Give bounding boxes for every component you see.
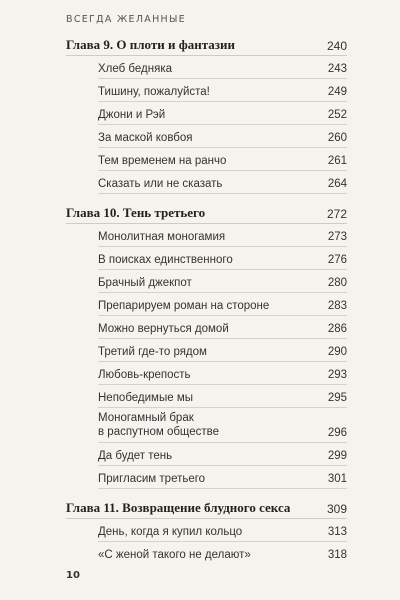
toc-entry-row bbox=[98, 224, 347, 247]
entry-title: Монолитная моногамия bbox=[98, 231, 226, 243]
chapter-title: Глава 9. О плоти и фантазии bbox=[66, 37, 235, 52]
entry-title: Непобедимые мы bbox=[98, 392, 193, 404]
toc-entry-row bbox=[98, 362, 347, 385]
entry-page-number: 295 bbox=[327, 392, 347, 404]
toc-entry-row bbox=[98, 148, 347, 171]
entry-title: За маской ковбоя bbox=[98, 132, 193, 144]
entry-page-number: 261 bbox=[327, 155, 347, 167]
toc-entry-row bbox=[98, 542, 347, 564]
entry-title: Препарируем роман на стороне bbox=[98, 300, 270, 312]
entry-page-number: 301 bbox=[327, 473, 347, 485]
toc-entry-row bbox=[98, 408, 347, 443]
chapter-title: Глава 10. Тень третьего bbox=[66, 205, 206, 220]
toc-entry-row bbox=[98, 171, 347, 194]
entry-page-number: 252 bbox=[327, 109, 347, 121]
entry-title: Можно вернуться домой bbox=[98, 323, 229, 335]
toc-chapter-row bbox=[66, 497, 347, 519]
toc-entry-row bbox=[98, 443, 347, 466]
entry-page-number: 260 bbox=[327, 132, 347, 144]
toc-entry-row bbox=[98, 247, 347, 270]
chapter-page-number: 272 bbox=[326, 207, 347, 221]
chapter-page-number: 309 bbox=[326, 502, 347, 516]
toc-chapter-row bbox=[66, 202, 347, 224]
entry-title: Сказать или не сказать bbox=[98, 178, 223, 190]
entry-title: Моногамный брак в распутном обществе bbox=[98, 412, 220, 438]
toc-entry-row bbox=[98, 339, 347, 362]
entry-title: «С женой такого не делают» bbox=[98, 549, 251, 561]
toc-entry-row bbox=[98, 385, 347, 408]
table-of-contents bbox=[66, 34, 347, 564]
entry-page-number: 280 bbox=[327, 277, 347, 289]
entry-page-number: 243 bbox=[327, 63, 347, 75]
toc-entry-row bbox=[98, 519, 347, 542]
entry-title: День, когда я купил кольцо bbox=[98, 526, 243, 538]
running-head: ВСЕГДА ЖЕЛАННЫЕ bbox=[66, 14, 186, 25]
entry-page-number: 249 bbox=[327, 86, 347, 98]
toc-entry-row bbox=[98, 270, 347, 293]
entry-page-number: 286 bbox=[327, 323, 347, 335]
entry-page-number: 296 bbox=[327, 427, 347, 439]
entry-title: Любовь-крепость bbox=[98, 369, 191, 381]
chapter-gap bbox=[66, 194, 347, 202]
entry-page-number: 293 bbox=[327, 369, 347, 381]
entry-title: Пригласим третьего bbox=[98, 473, 206, 485]
toc-entry-row bbox=[98, 125, 347, 148]
entry-page-number: 264 bbox=[327, 178, 347, 190]
toc-entry-row bbox=[98, 102, 347, 125]
entry-title: Тем временем на ранчо bbox=[98, 155, 227, 167]
entry-page-number: 313 bbox=[327, 526, 347, 538]
toc-entry-row bbox=[98, 316, 347, 339]
entry-page-number: 290 bbox=[327, 346, 347, 358]
entry-title: Третий где-то рядом bbox=[98, 346, 207, 358]
chapter-title: Глава 11. Возвращение блудного секса bbox=[66, 500, 291, 515]
entry-title: Да будет тень bbox=[98, 450, 173, 462]
entry-page-number: 299 bbox=[327, 450, 347, 462]
toc-entry-row bbox=[98, 466, 347, 489]
chapter-page-number: 240 bbox=[326, 39, 347, 53]
chapter-gap bbox=[66, 489, 347, 497]
entry-page-number: 273 bbox=[327, 231, 347, 243]
entry-title: Джони и Рэй bbox=[98, 109, 166, 121]
page-number: 10 bbox=[66, 570, 80, 581]
entry-title: Тишину, пожалуйста! bbox=[98, 86, 210, 98]
toc-entry-row bbox=[98, 56, 347, 79]
entry-title: Брачный джекпот bbox=[98, 277, 192, 289]
entry-title: Хлеб бедняка bbox=[98, 63, 172, 75]
entry-title: В поисках единственного bbox=[98, 254, 233, 266]
toc-entry-row bbox=[98, 79, 347, 102]
entry-page-number: 283 bbox=[327, 300, 347, 312]
toc-chapter-row bbox=[66, 34, 347, 56]
entry-page-number: 276 bbox=[327, 254, 347, 266]
entry-page-number: 318 bbox=[327, 549, 347, 561]
toc-entry-row bbox=[98, 293, 347, 316]
